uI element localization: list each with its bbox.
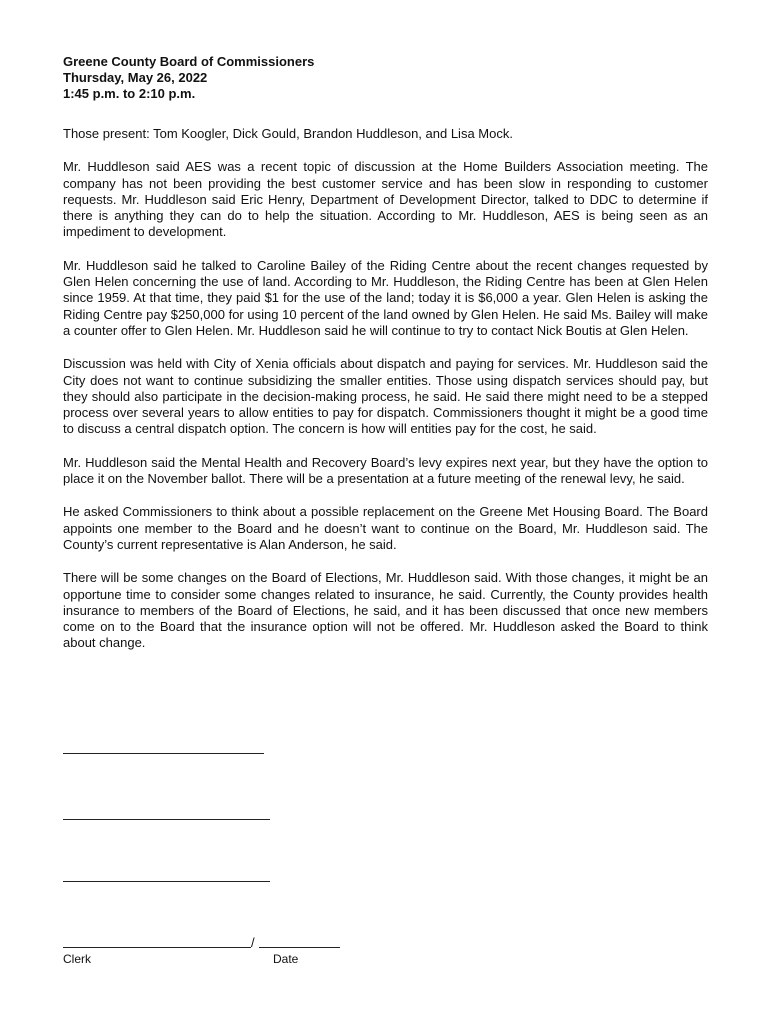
board-of-elections-paragraph: There will be some changes on the Board of Elections, Mr. Huddleson said. With those changes, it might be an opportune time to consider some changes related to insurance, he said. Currently, the County provides health insurance to members of the Board of Elections, he said, and it has been discussed that once new members come on to the Board that the insurance option will not be offered. Mr. Huddleson asked the Board to think about change. [63, 570, 708, 651]
housing-board-paragraph: He asked Commissioners to think about a possible replacement on the Greene Met Housing Board. The Board appoints one member to the Board and he doesn’t want to continue on the Board, Mr. Huddleson said. The County’s current representative is Alan Anderson, he said. [63, 504, 708, 552]
meeting-time: 1:45 p.m. to 2:10 p.m. [63, 86, 196, 101]
document-header [63, 54, 314, 102]
signature-line-2 [63, 818, 270, 820]
clerk-label: Clerk [63, 952, 92, 966]
date-signature-line [259, 946, 340, 948]
clerk-signature-line [63, 946, 251, 948]
dispatch-paragraph: Discussion was held with City of Xenia officials about dispatch and paying for services. Mr. Huddleson said the City does not want to continue subsidizing the smaller entities. Those using dispatch services should pay, but they should also participate in the decision-making process, he said. He said there might need to be a stepped process over several years to allow entities to pay for dispatch. Commissioners thought it might be a good time to discuss a central dispatch option. The concern is how will entities pay for the cost, he said. [63, 356, 708, 437]
attendance-paragraph: Those present: Tom Koogler, Dick Gould, Brandon Huddleson, and Lisa Mock. [63, 126, 513, 141]
date-label: Date [273, 952, 299, 966]
board-name: Greene County Board of Commissioners [63, 54, 315, 69]
signature-separator: / [251, 935, 255, 950]
aes-paragraph: Mr. Huddleson said AES was a recent topic of discussion at the Home Builders Association meeting. The company has not been providing the best customer service and has been slow in responding to customer requests. Mr. Huddleson said Eric Henry, Department of Development Director, talked to DDC to determine if there is anything they can do to help the situation. According to Mr. Huddleson, AES is being seen as an impediment to development. [63, 159, 708, 240]
riding-centre-paragraph: Mr. Huddleson said he talked to Caroline Bailey of the Riding Centre about the recent changes requested by Glen Helen concerning the use of land. According to Mr. Huddleson, the Riding Centre has been at Glen Helen since 1959. At that time, they paid $1 for the use of the land; today it is $6,000 a year. Glen Helen is asking the Riding Centre pay $250,000 for using 10 percent of the land owned by Glen Helen. He said Ms. Bailey will make a counter offer to Glen Helen. Mr. Huddleson said he will continue to try to contact Nick Boutis at Glen Helen. [63, 257, 708, 338]
mental-health-levy-paragraph: Mr. Huddleson said the Mental Health and Recovery Board’s levy expires next year, but they have the option to place it on the November ballot. There will be a presentation at a future meeting of the renewal levy, he said. [63, 454, 708, 487]
signature-line-1 [63, 752, 264, 754]
meeting-date: Thursday, May 26, 2022 [63, 70, 208, 85]
minutes-body [63, 126, 708, 669]
signature-line-3 [63, 880, 270, 882]
